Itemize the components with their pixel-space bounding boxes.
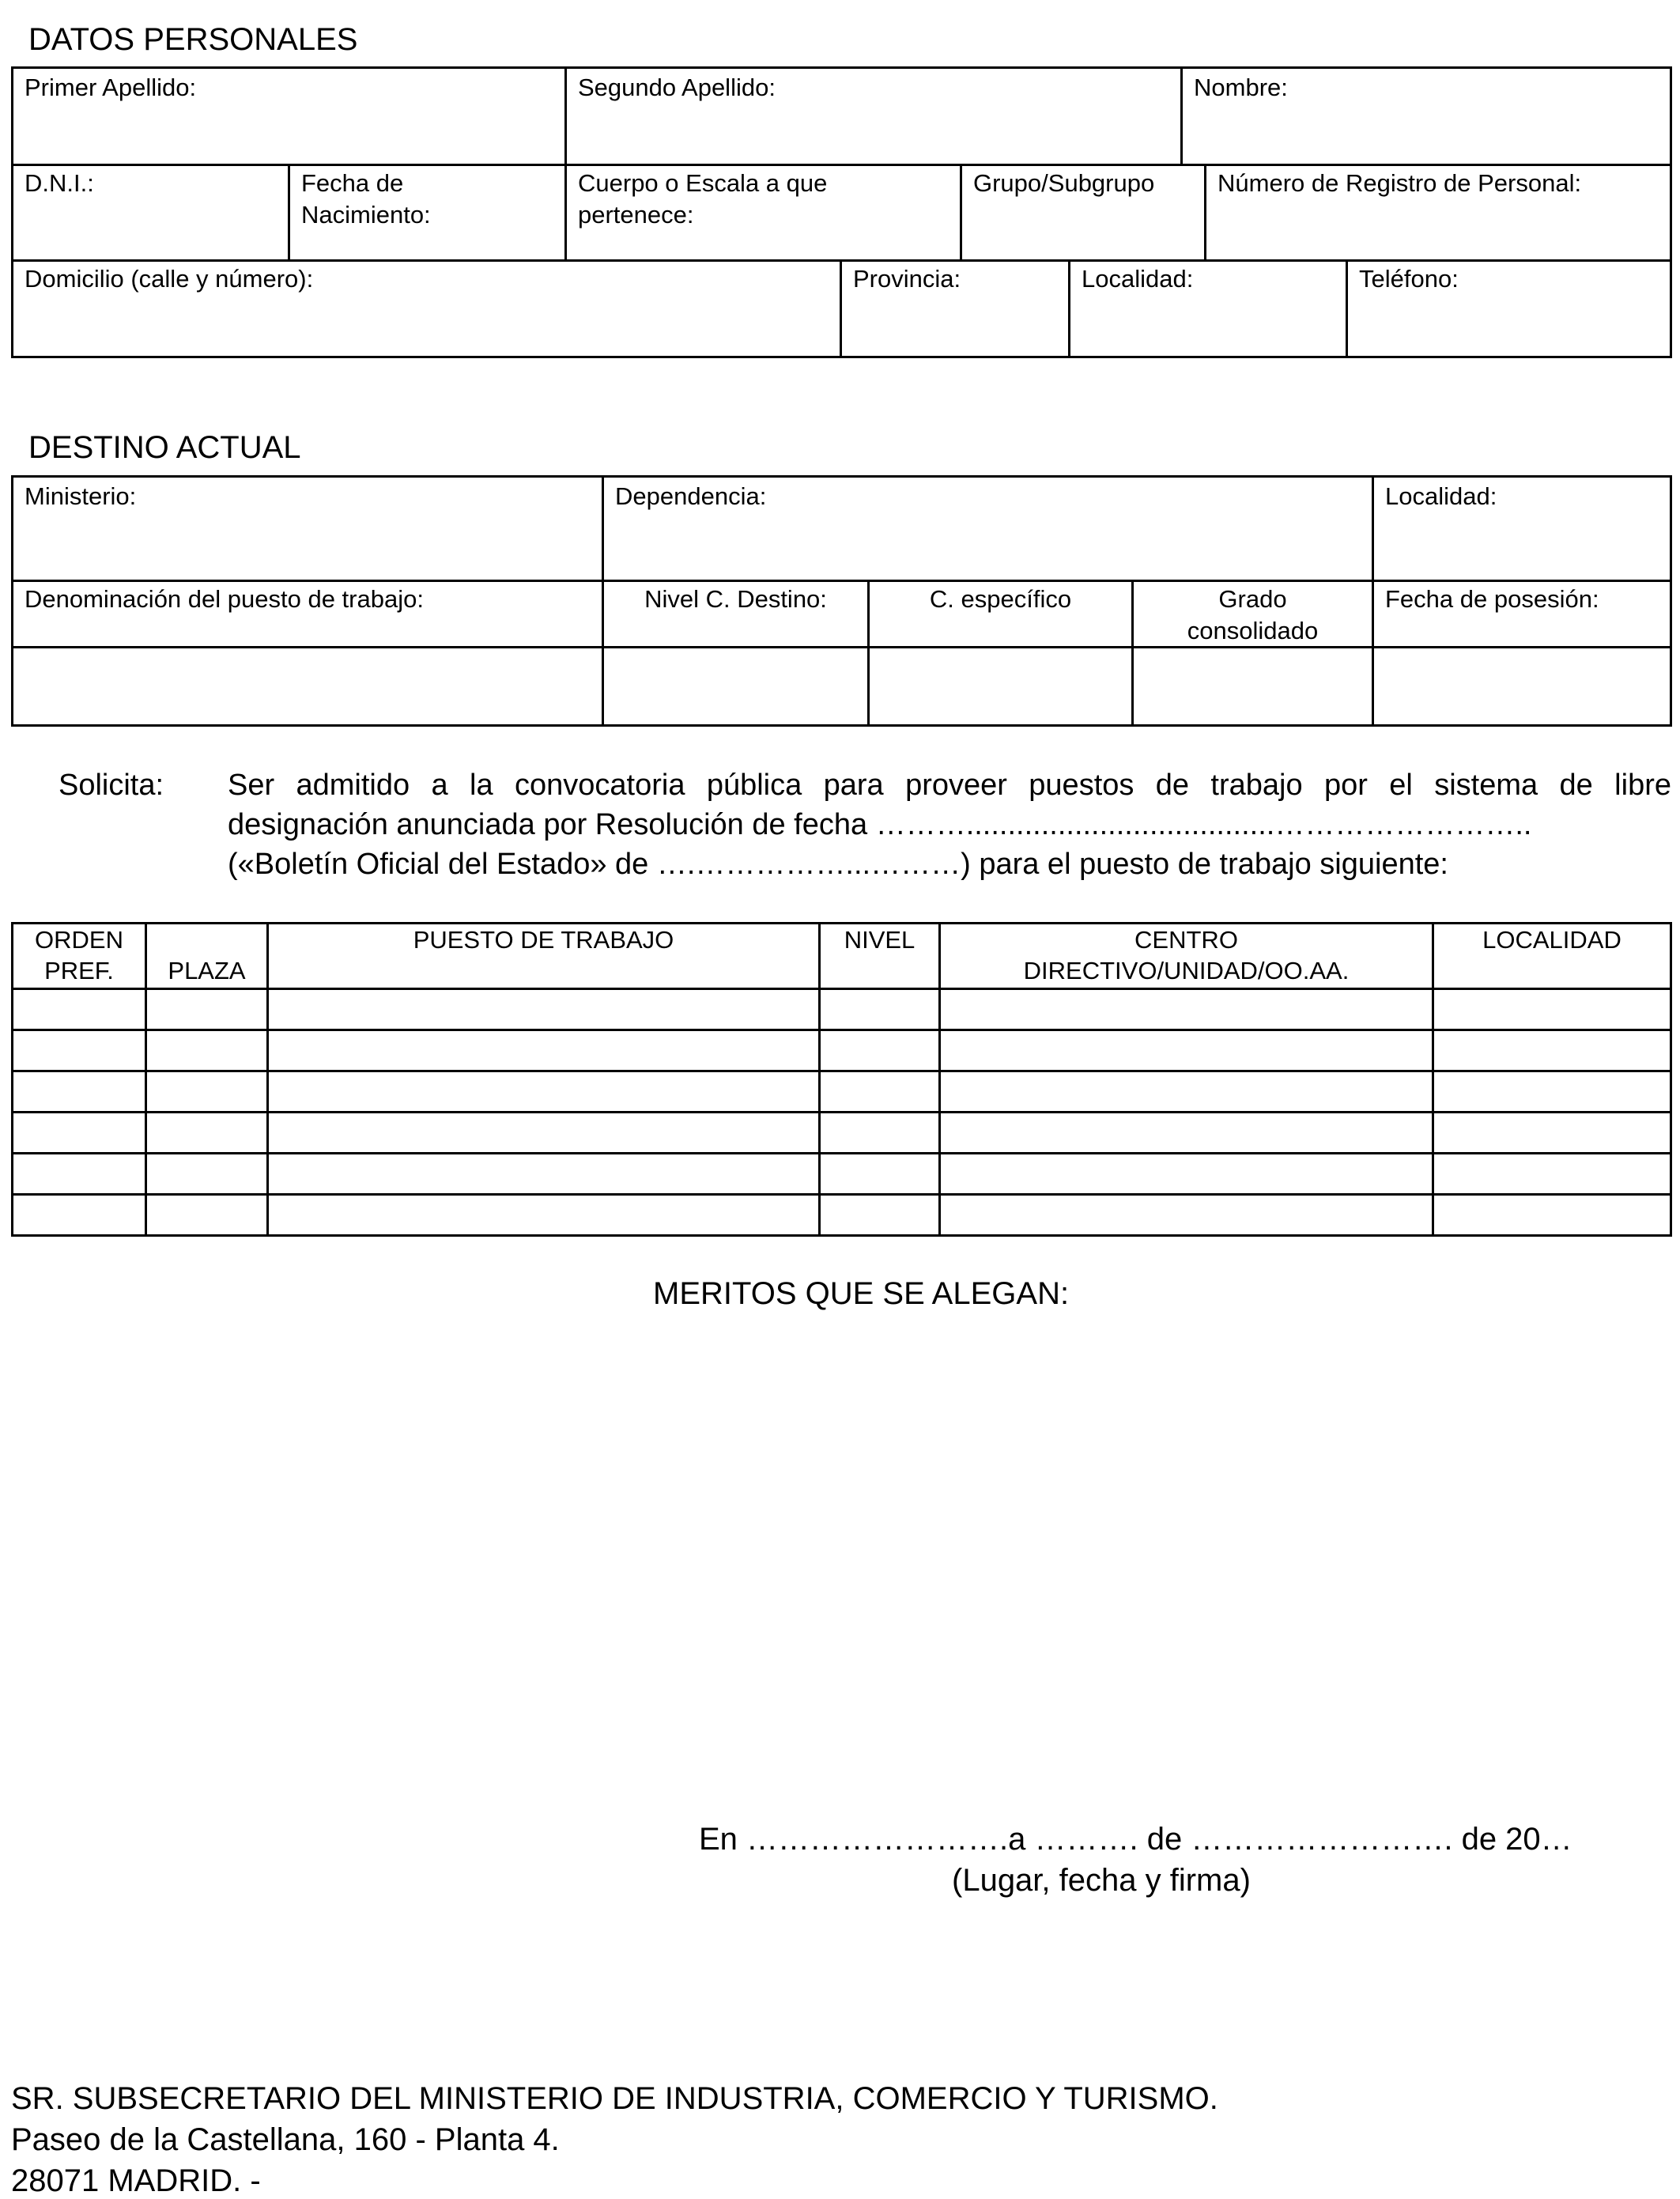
divider	[13, 988, 1670, 990]
localidad-label: Localidad:	[1082, 265, 1194, 293]
denominacion-puesto-label: Denominación del puesto de trabajo:	[25, 585, 424, 613]
header-orden-pref	[13, 924, 145, 986]
section-title-destino-actual: DESTINO ACTUAL	[28, 430, 301, 465]
meritos-title: MERITOS QUE SE ALEGAN:	[653, 1276, 1070, 1311]
destino-actual-box	[11, 475, 1672, 727]
cuerpo-escala-label	[567, 168, 960, 231]
primer-apellido-label: Primer Apellido:	[25, 74, 197, 101]
grado-line1: Grado	[1218, 585, 1287, 613]
solicita-label: Solicita:	[59, 769, 164, 802]
header-puesto-trabajo: PUESTO DE TRABAJO	[413, 926, 674, 954]
firma-caption: (Lugar, fecha y firma)	[952, 1863, 1251, 1898]
divider	[13, 1152, 1670, 1154]
dependencia-label: Dependencia:	[615, 482, 767, 510]
provincia-label: Provincia:	[853, 265, 961, 293]
header-centro-line2: DIRECTIVO/UNIDAD/OO.AA.	[1023, 957, 1350, 984]
registro-personal-label: Número de Registro de Personal:	[1218, 169, 1582, 197]
cuerpo-escala-line1: Cuerpo o Escala a que	[578, 169, 828, 197]
fecha-nacimiento-line1: Fecha de	[301, 169, 404, 197]
telefono-label: Teléfono:	[1359, 265, 1459, 293]
divider	[13, 646, 1670, 648]
destinatario-line2: Paseo de la Castellana, 160 - Planta 4.	[11, 2122, 560, 2157]
nivel-destino-label: Nivel C. Destino:	[644, 585, 827, 613]
header-centro-directivo	[941, 924, 1432, 986]
datos-personales-box	[11, 66, 1672, 358]
destinatario-line1: SR. SUBSECRETARIO DEL MINISTERIO DE INDUSTRIA, COMERCIO Y TURISMO.	[11, 2081, 1218, 2116]
segundo-apellido-label: Segundo Apellido:	[578, 74, 776, 101]
divider	[13, 1193, 1670, 1196]
firma-line: En …………………….a ………. de ……………………. de 20…	[699, 1822, 1572, 1857]
solicita-line3: («Boletín Oficial del Estado» de ….……………...………) para el puesto de trabajo siguiente:	[228, 848, 1448, 881]
nombre-label: Nombre:	[1194, 74, 1288, 101]
header-nivel: NIVEL	[844, 926, 916, 954]
header-orden-line2: PREF.	[44, 957, 114, 984]
grado-consolidado-label	[1134, 584, 1372, 647]
grado-line2: consolidado	[1187, 617, 1319, 644]
header-plaza: PLAZA	[168, 957, 246, 984]
ministerio-label: Ministerio:	[25, 482, 137, 510]
solicita-line1: Ser admitido a la convocatoria pública para proveer puestos de trabajo por el sistema de libre	[228, 769, 1671, 802]
dni-label: D.N.I.:	[25, 169, 94, 197]
fecha-nacimiento-line2: Nacimiento:	[301, 201, 431, 229]
divider	[13, 1070, 1670, 1072]
section-title-datos-personales: DATOS PERSONALES	[28, 22, 358, 57]
cuerpo-escala-line2: pertenece:	[578, 201, 694, 229]
divider	[13, 164, 1670, 166]
divider	[266, 924, 269, 1234]
divider	[13, 580, 1670, 582]
header-orden-line1: ORDEN	[35, 926, 123, 954]
destino-localidad-label: Localidad:	[1385, 482, 1497, 510]
divider	[13, 1111, 1670, 1113]
header-centro-line1: CENTRO	[1134, 926, 1238, 954]
destinatario-line3: 28071 MADRID. -	[11, 2163, 261, 2198]
divider	[1432, 924, 1434, 1234]
divider	[13, 1029, 1670, 1031]
complemento-especifico-label: C. específico	[929, 585, 1072, 613]
puestos-table	[11, 922, 1672, 1237]
solicita-line2: designación anunciada por Resolución de fecha ……….....................................……………………..	[228, 808, 1532, 841]
fecha-nacimiento-label	[290, 168, 564, 231]
header-localidad: LOCALIDAD	[1482, 926, 1621, 954]
divider	[818, 924, 821, 1234]
grupo-subgrupo-label: Grupo/Subgrupo	[973, 169, 1155, 197]
domicilio-label: Domicilio (calle y número):	[25, 265, 314, 293]
fecha-posesion-label: Fecha de posesión:	[1385, 585, 1599, 613]
